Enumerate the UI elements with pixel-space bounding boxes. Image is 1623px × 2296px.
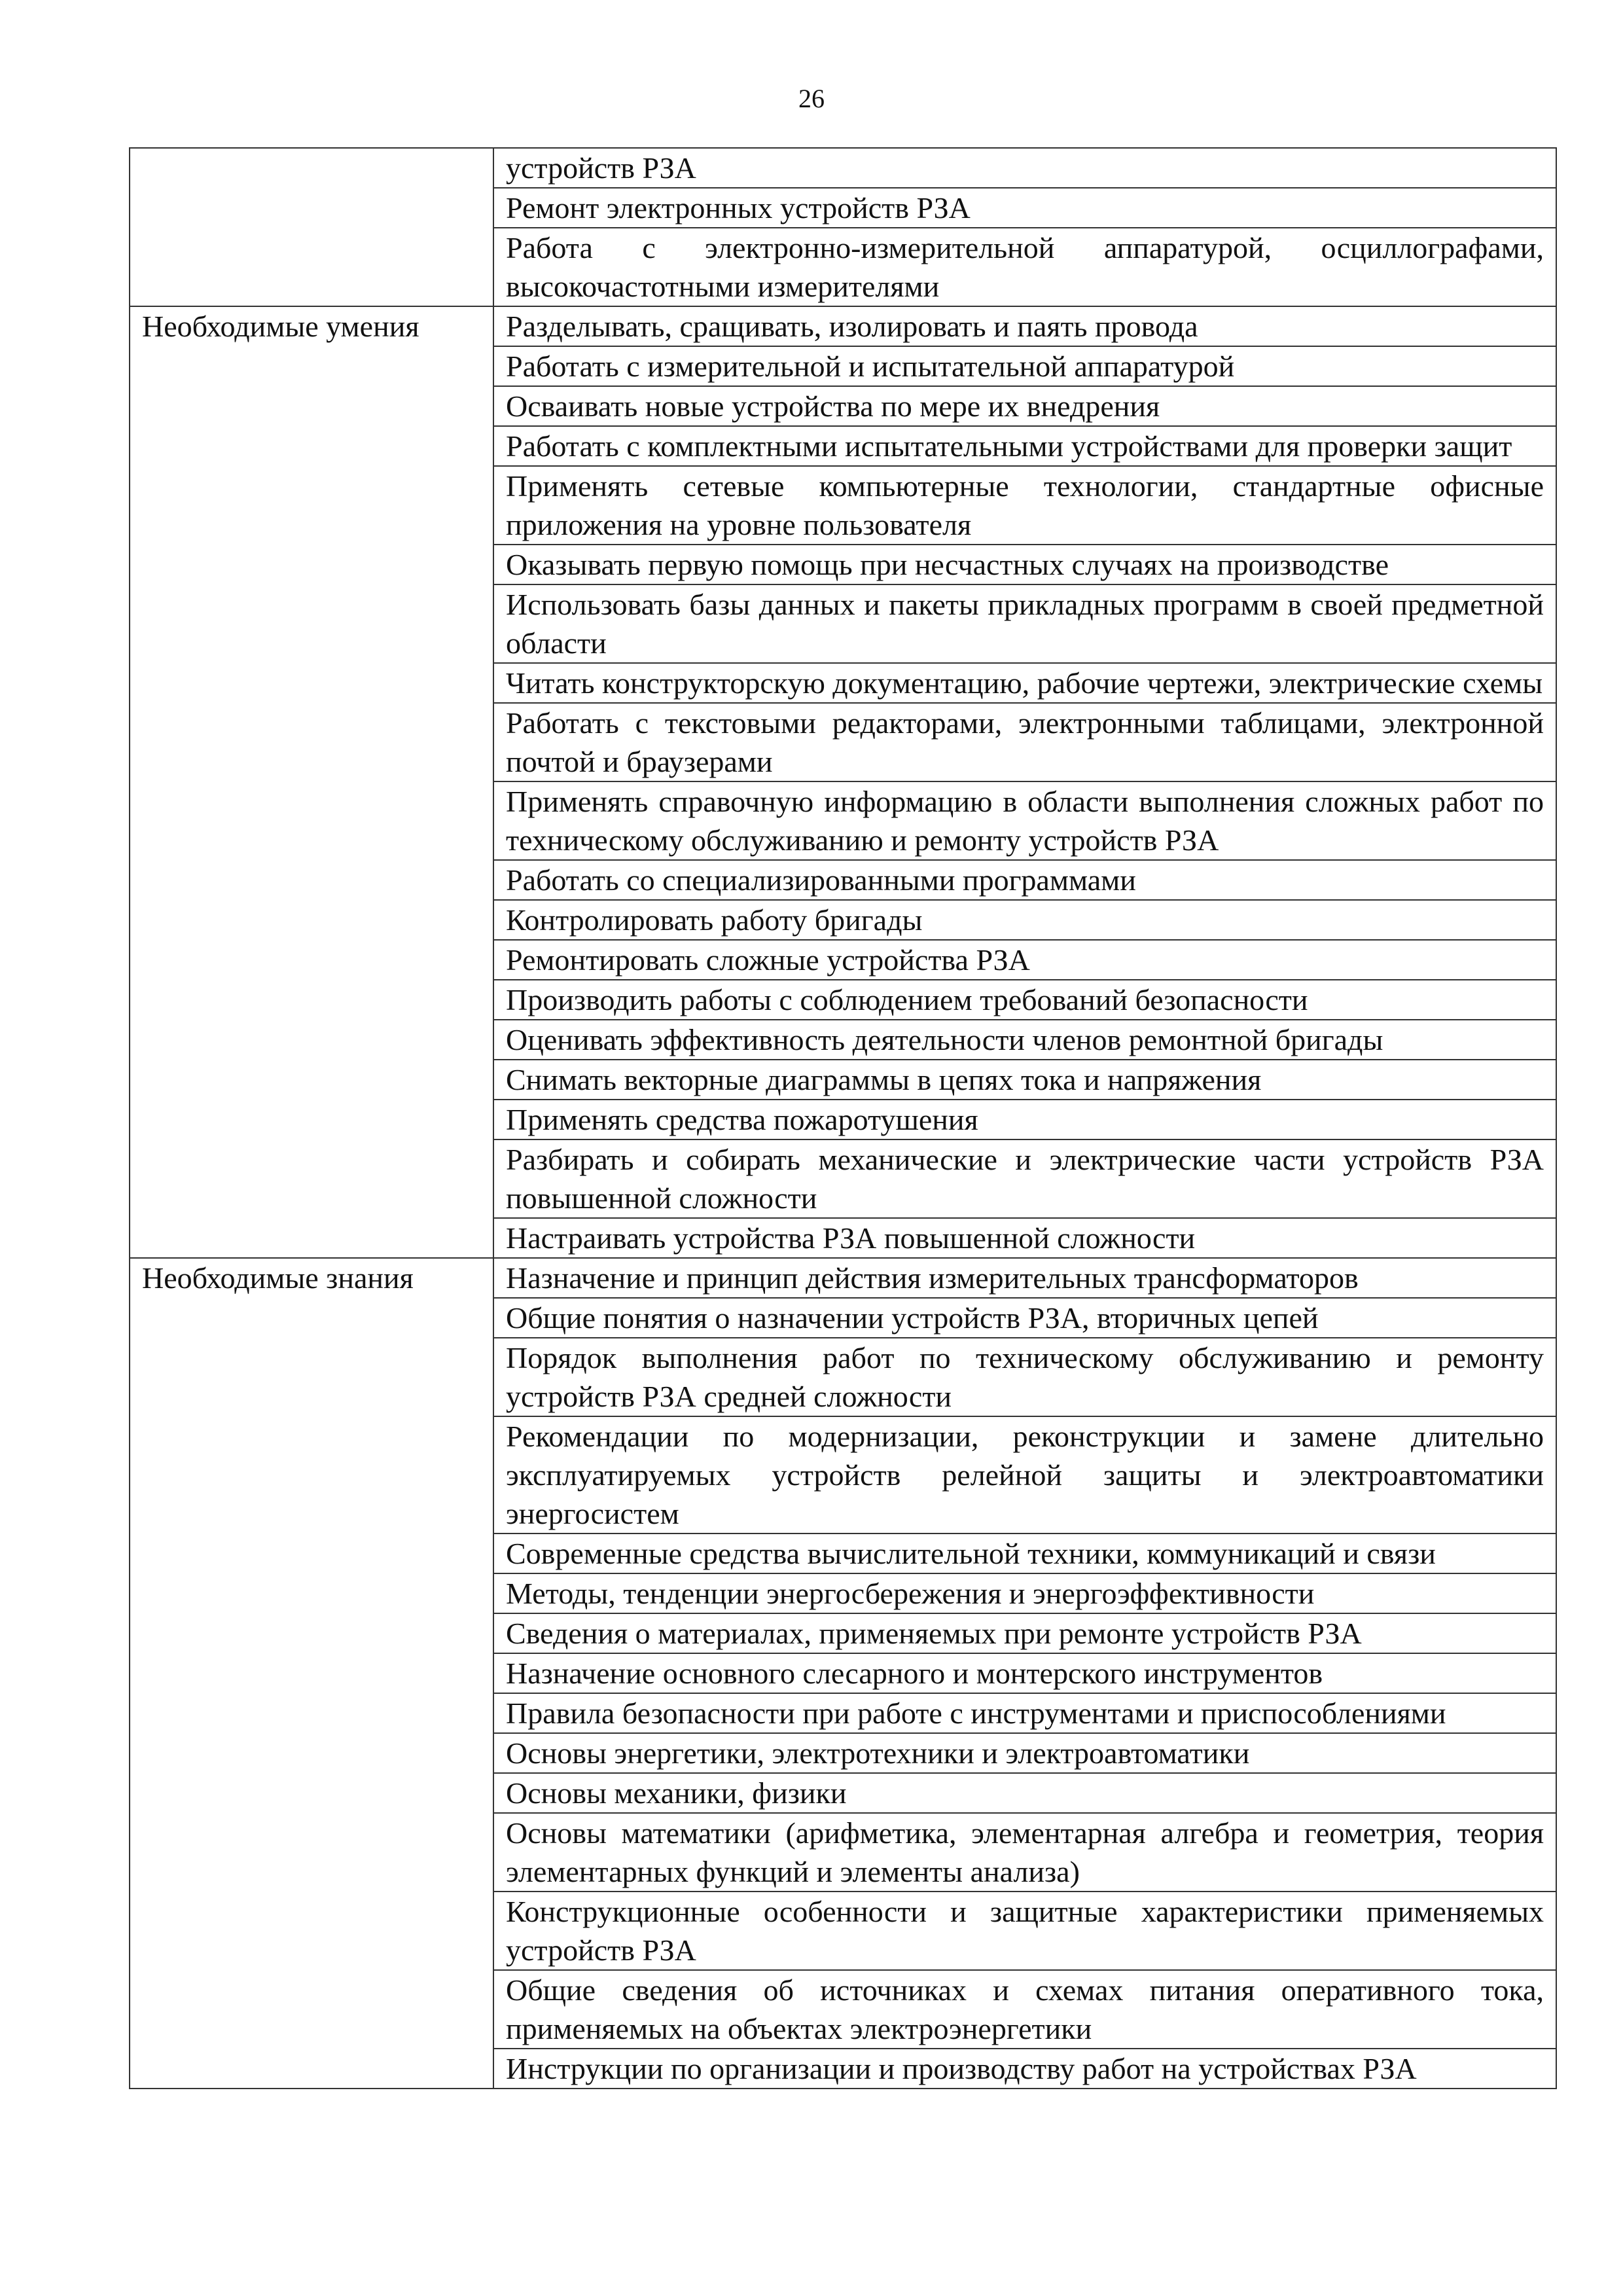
- requirement-item: Работать с комплектными испытательными устройствами для проверки защит: [493, 426, 1556, 466]
- requirement-item: Разделывать, сращивать, изолировать и паять провода: [493, 306, 1556, 346]
- table-row: [130, 306, 1556, 346]
- requirement-item: Основы энергетики, электротехники и электроавтоматики: [493, 1733, 1556, 1773]
- table-row: [130, 148, 1556, 188]
- requirement-item: Общие понятия о назначении устройств РЗА, вторичных цепей: [493, 1298, 1556, 1338]
- requirement-item: Ремонт электронных устройств РЗА: [493, 188, 1556, 228]
- requirement-item: Применять сетевые компьютерные технологии, стандартные офисные приложения на уровне пользователя: [493, 466, 1556, 545]
- requirement-item: Современные средства вычислительной техники, коммуникаций и связи: [493, 1534, 1556, 1573]
- requirement-item: Основы математики (арифметика, элементарная алгебра и геометрия, теория элементарных функций и элементы анализа): [493, 1813, 1556, 1892]
- requirement-item: Работа с электронно-измерительной аппаратурой, осциллографами, высокочастотными измерителями: [493, 228, 1556, 306]
- requirement-item: Настраивать устройства РЗА повышенной сложности: [493, 1218, 1556, 1258]
- table-body: [130, 148, 1556, 2089]
- requirement-item: Производить работы с соблюдением требований безопасности: [493, 980, 1556, 1020]
- requirement-item: Ремонтировать сложные устройства РЗА: [493, 940, 1556, 980]
- requirement-item: Правила безопасности при работе с инструментами и приспособлениями: [493, 1693, 1556, 1733]
- requirement-item: Назначение основного слесарного и монтерского инструментов: [493, 1653, 1556, 1693]
- requirement-item: Порядок выполнения работ по техническому обслуживанию и ремонту устройств РЗА средней сложности: [493, 1338, 1556, 1416]
- group-label: [130, 148, 493, 306]
- requirement-item: Рекомендации по модернизации, реконструкции и замене длительно эксплуатируемых устройств релейной защиты и электроавтоматики энергосистем: [493, 1416, 1556, 1534]
- requirement-item: Сведения о материалах, применяемых при ремонте устройств РЗА: [493, 1613, 1556, 1653]
- requirement-item: Оценивать эффективность деятельности членов ремонтной бригады: [493, 1020, 1556, 1060]
- requirement-item: Конструкционные особенности и защитные характеристики применяемых устройств РЗА: [493, 1892, 1556, 1970]
- requirement-item: Применять средства пожаротушения: [493, 1100, 1556, 1139]
- group-label: Необходимые знания: [130, 1258, 493, 2089]
- requirement-item: Оказывать первую помощь при несчастных случаях на производстве: [493, 545, 1556, 584]
- requirement-item: Работать с текстовыми редакторами, электронными таблицами, электронной почтой и браузерами: [493, 703, 1556, 781]
- requirement-item: Назначение и принцип действия измерительных трансформаторов: [493, 1258, 1556, 1298]
- requirement-item: Осваивать новые устройства по мере их внедрения: [493, 386, 1556, 426]
- requirement-item: Читать конструкторскую документацию, рабочие чертежи, электрические схемы: [493, 663, 1556, 703]
- requirement-item: Разбирать и собирать механические и электрические части устройств РЗА повышенной сложности: [493, 1139, 1556, 1218]
- requirements-table: [129, 147, 1557, 2089]
- requirement-item: Общие сведения об источниках и схемах питания оперативного тока, применяемых на объектах электроэнергетики: [493, 1970, 1556, 2049]
- requirement-item: Контролировать работу бригады: [493, 900, 1556, 940]
- table-row: [130, 1258, 1556, 1298]
- page-number: 26: [798, 84, 825, 113]
- requirement-item: Работать с измерительной и испытательной аппаратурой: [493, 346, 1556, 386]
- requirement-item: Основы механики, физики: [493, 1773, 1556, 1813]
- requirement-item: устройств РЗА: [493, 148, 1556, 188]
- requirement-item: Методы, тенденции энергосбережения и энергоэффективности: [493, 1573, 1556, 1613]
- requirement-item: Применять справочную информацию в области выполнения сложных работ по техническому обслуживанию и ремонту устройств РЗА: [493, 781, 1556, 860]
- requirement-item: Инструкции по организации и производству работ на устройствах РЗА: [493, 2049, 1556, 2089]
- group-label: Необходимые умения: [130, 306, 493, 1258]
- requirement-item: Использовать базы данных и пакеты прикладных программ в своей предметной области: [493, 584, 1556, 663]
- requirement-item: Снимать векторные диаграммы в цепях тока и напряжения: [493, 1060, 1556, 1100]
- requirement-item: Работать со специализированными программами: [493, 860, 1556, 900]
